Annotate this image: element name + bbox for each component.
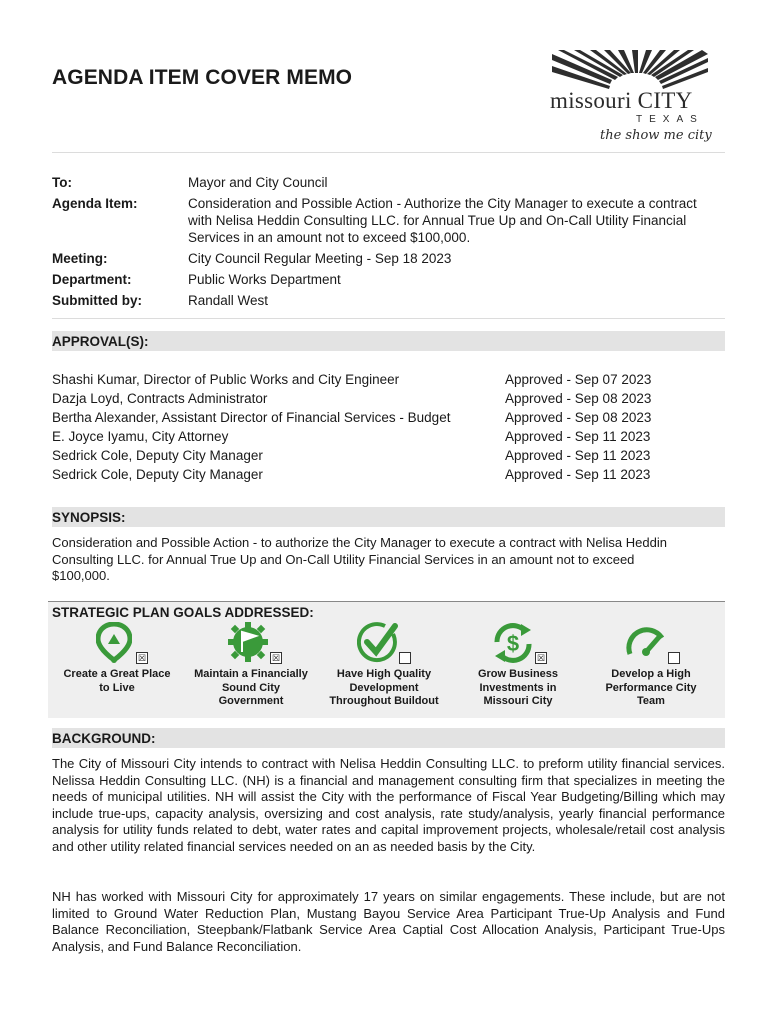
agenda-line: with Nelisa Heddin Consulting LLC. for Annual True Up and On-Call Utility Financial: [188, 213, 687, 228]
logo-city-text: missouri CITY: [550, 88, 693, 113]
to-value: Mayor and City Council: [188, 175, 328, 190]
background-paragraph-1: The City of Missouri City intends to contract with Nelisa Heddin Consulting LLC. to preform utility financial services. Nelissa Heddin Consulting LLC. (NH) is a financial and management consulting firm that specializes in meeting the needs of municipal utilities. NH will assist the City with the performance of Fiscal Year Budgeting/Billing which may include true-ups, capacity analysis, oversizing and cost analysis, rate study/analysis, yearly financial performance analysis for utility funds related to debt, water rates and capital improvement projects, wholesale/retail cost analysis and other utility related financial services needed on an as needed basis by the City.: [52, 756, 725, 854]
goal-label-line: Government: [218, 695, 284, 707]
synopsis-text: [52, 535, 725, 585]
speedometer-icon: [626, 622, 670, 664]
goal-label: [186, 668, 316, 709]
svg-text:$: $: [506, 631, 520, 656]
approval-name: Bertha Alexander, Assistant Director of Financial Services - Budget: [52, 410, 451, 425]
goal-label-line: to Live: [99, 681, 135, 694]
approval-name: E. Joyce Iyamu, City Attorney: [52, 429, 229, 444]
logo-state-text: TEXAS: [636, 114, 704, 125]
goal-label: [319, 668, 449, 709]
approval-status: Approved - Sep 11 2023: [505, 448, 651, 463]
agenda-line: Services in an amount not to exceed $100,000.: [188, 230, 471, 245]
memo-title: AGENDA ITEM COVER MEMO: [52, 66, 353, 89]
meeting-label: Meeting:: [52, 251, 108, 266]
agenda-line: Consideration and Possible Action - Authorize the City Manager to execute a contract: [188, 196, 697, 211]
approvals-band: [52, 331, 725, 351]
goal-label: [52, 668, 182, 695]
approval-status: Approved - Sep 07 2023: [505, 372, 652, 387]
goal-checkbox: [668, 652, 680, 664]
goal-label: [453, 668, 583, 709]
goal-label-line: Create a Great Place: [63, 668, 171, 680]
logo-tagline: the show me city: [600, 128, 712, 143]
approval-status: Approved - Sep 08 2023: [505, 391, 652, 406]
approval-name: Sedrick Cole, Deputy City Manager: [52, 467, 263, 482]
synopsis-band: [52, 507, 725, 527]
goal-label-line: Team: [637, 695, 665, 707]
goal-label: [586, 668, 716, 709]
goal-grow-business: [453, 622, 583, 718]
synopsis-line: Consulting LLC. for Annual True Up and On-Call Utility Financial Services in an amount not to exceed: [52, 551, 635, 567]
department-value: Public Works Department: [188, 272, 341, 287]
goal-label-line: Throughout Buildout: [329, 695, 439, 707]
goal-label-line: Maintain a Financially: [194, 668, 308, 680]
gear-flag-icon: [228, 622, 268, 664]
goal-checkbox: [399, 652, 411, 664]
goal-label-line: Have High Quality: [336, 668, 432, 680]
goal-label-line: Missouri City: [483, 695, 553, 707]
synopsis-heading: SYNOPSIS:: [52, 510, 126, 525]
goals-heading: STRATEGIC PLAN GOALS ADDRESSED:: [52, 605, 314, 620]
dollar-cycle-icon: [491, 622, 535, 664]
background-paragraph-2: NH has worked with Missouri City for approximately 17 years on similar engagements. These include, but are not limited to Ground Water Reduction Plan, Mustang Bayou Service Area Participant True-Up Analysis and Fund Balance Reconciliation, Steepbank/Flatbank Service Area Captial Cost Allocation Analysis, Participant True-Ups Analysis, and Fund Balance Reconciliation.: [52, 889, 725, 954]
goal-quality-development: [319, 622, 449, 718]
synopsis-line: Consideration and Possible Action - to authorize the City Manager to execute a contract with Nelisa Heddin: [52, 535, 667, 550]
goal-label-line: Sound City: [221, 681, 281, 694]
goal-checkbox: ☒: [536, 653, 546, 663]
checkmark-circle-icon: [357, 622, 401, 664]
info-divider: [52, 318, 725, 319]
department-label: Department:: [52, 272, 132, 287]
goal-label-line: Grow Business: [477, 668, 559, 680]
approval-status: Approved - Sep 11 2023: [505, 467, 651, 482]
meeting-value: City Council Regular Meeting - Sep 18 2023: [188, 251, 452, 266]
approvals-heading: APPROVAL(S):: [52, 334, 149, 349]
goal-checkbox: ☒: [137, 653, 147, 663]
approval-name: Dazja Loyd, Contracts Administrator: [52, 391, 268, 406]
goal-label-line: Development: [349, 681, 419, 694]
goal-label-line: Develop a High: [611, 668, 691, 680]
location-pin-icon: [96, 622, 132, 664]
strategic-goals-panel: [48, 601, 725, 718]
approval-status: Approved - Sep 08 2023: [505, 410, 652, 425]
approval-name: Sedrick Cole, Deputy City Manager: [52, 448, 263, 463]
goal-performance-team: [586, 622, 716, 718]
city-logo: [548, 50, 718, 150]
header-divider: [52, 152, 725, 153]
to-label: To:: [52, 175, 72, 190]
sunburst-icon: [552, 50, 708, 90]
goal-great-place: [52, 622, 182, 718]
approval-status: Approved - Sep 11 2023: [505, 429, 651, 444]
goal-checkbox: ☒: [271, 653, 281, 663]
background-heading: BACKGROUND:: [52, 731, 156, 746]
submitted-value: Randall West: [188, 293, 269, 308]
goal-label-line: Performance City: [605, 681, 697, 694]
approval-name: Shashi Kumar, Director of Public Works and City Engineer: [52, 372, 400, 387]
submitted-label: Submitted by:: [52, 293, 142, 308]
goal-label-line: Investments in: [479, 681, 557, 694]
goal-financially-sound: [186, 622, 316, 718]
background-band: [52, 728, 725, 748]
agenda-label: Agenda Item:: [52, 196, 138, 211]
agenda-value: [188, 195, 718, 246]
synopsis-line: $100,000.: [52, 568, 110, 583]
